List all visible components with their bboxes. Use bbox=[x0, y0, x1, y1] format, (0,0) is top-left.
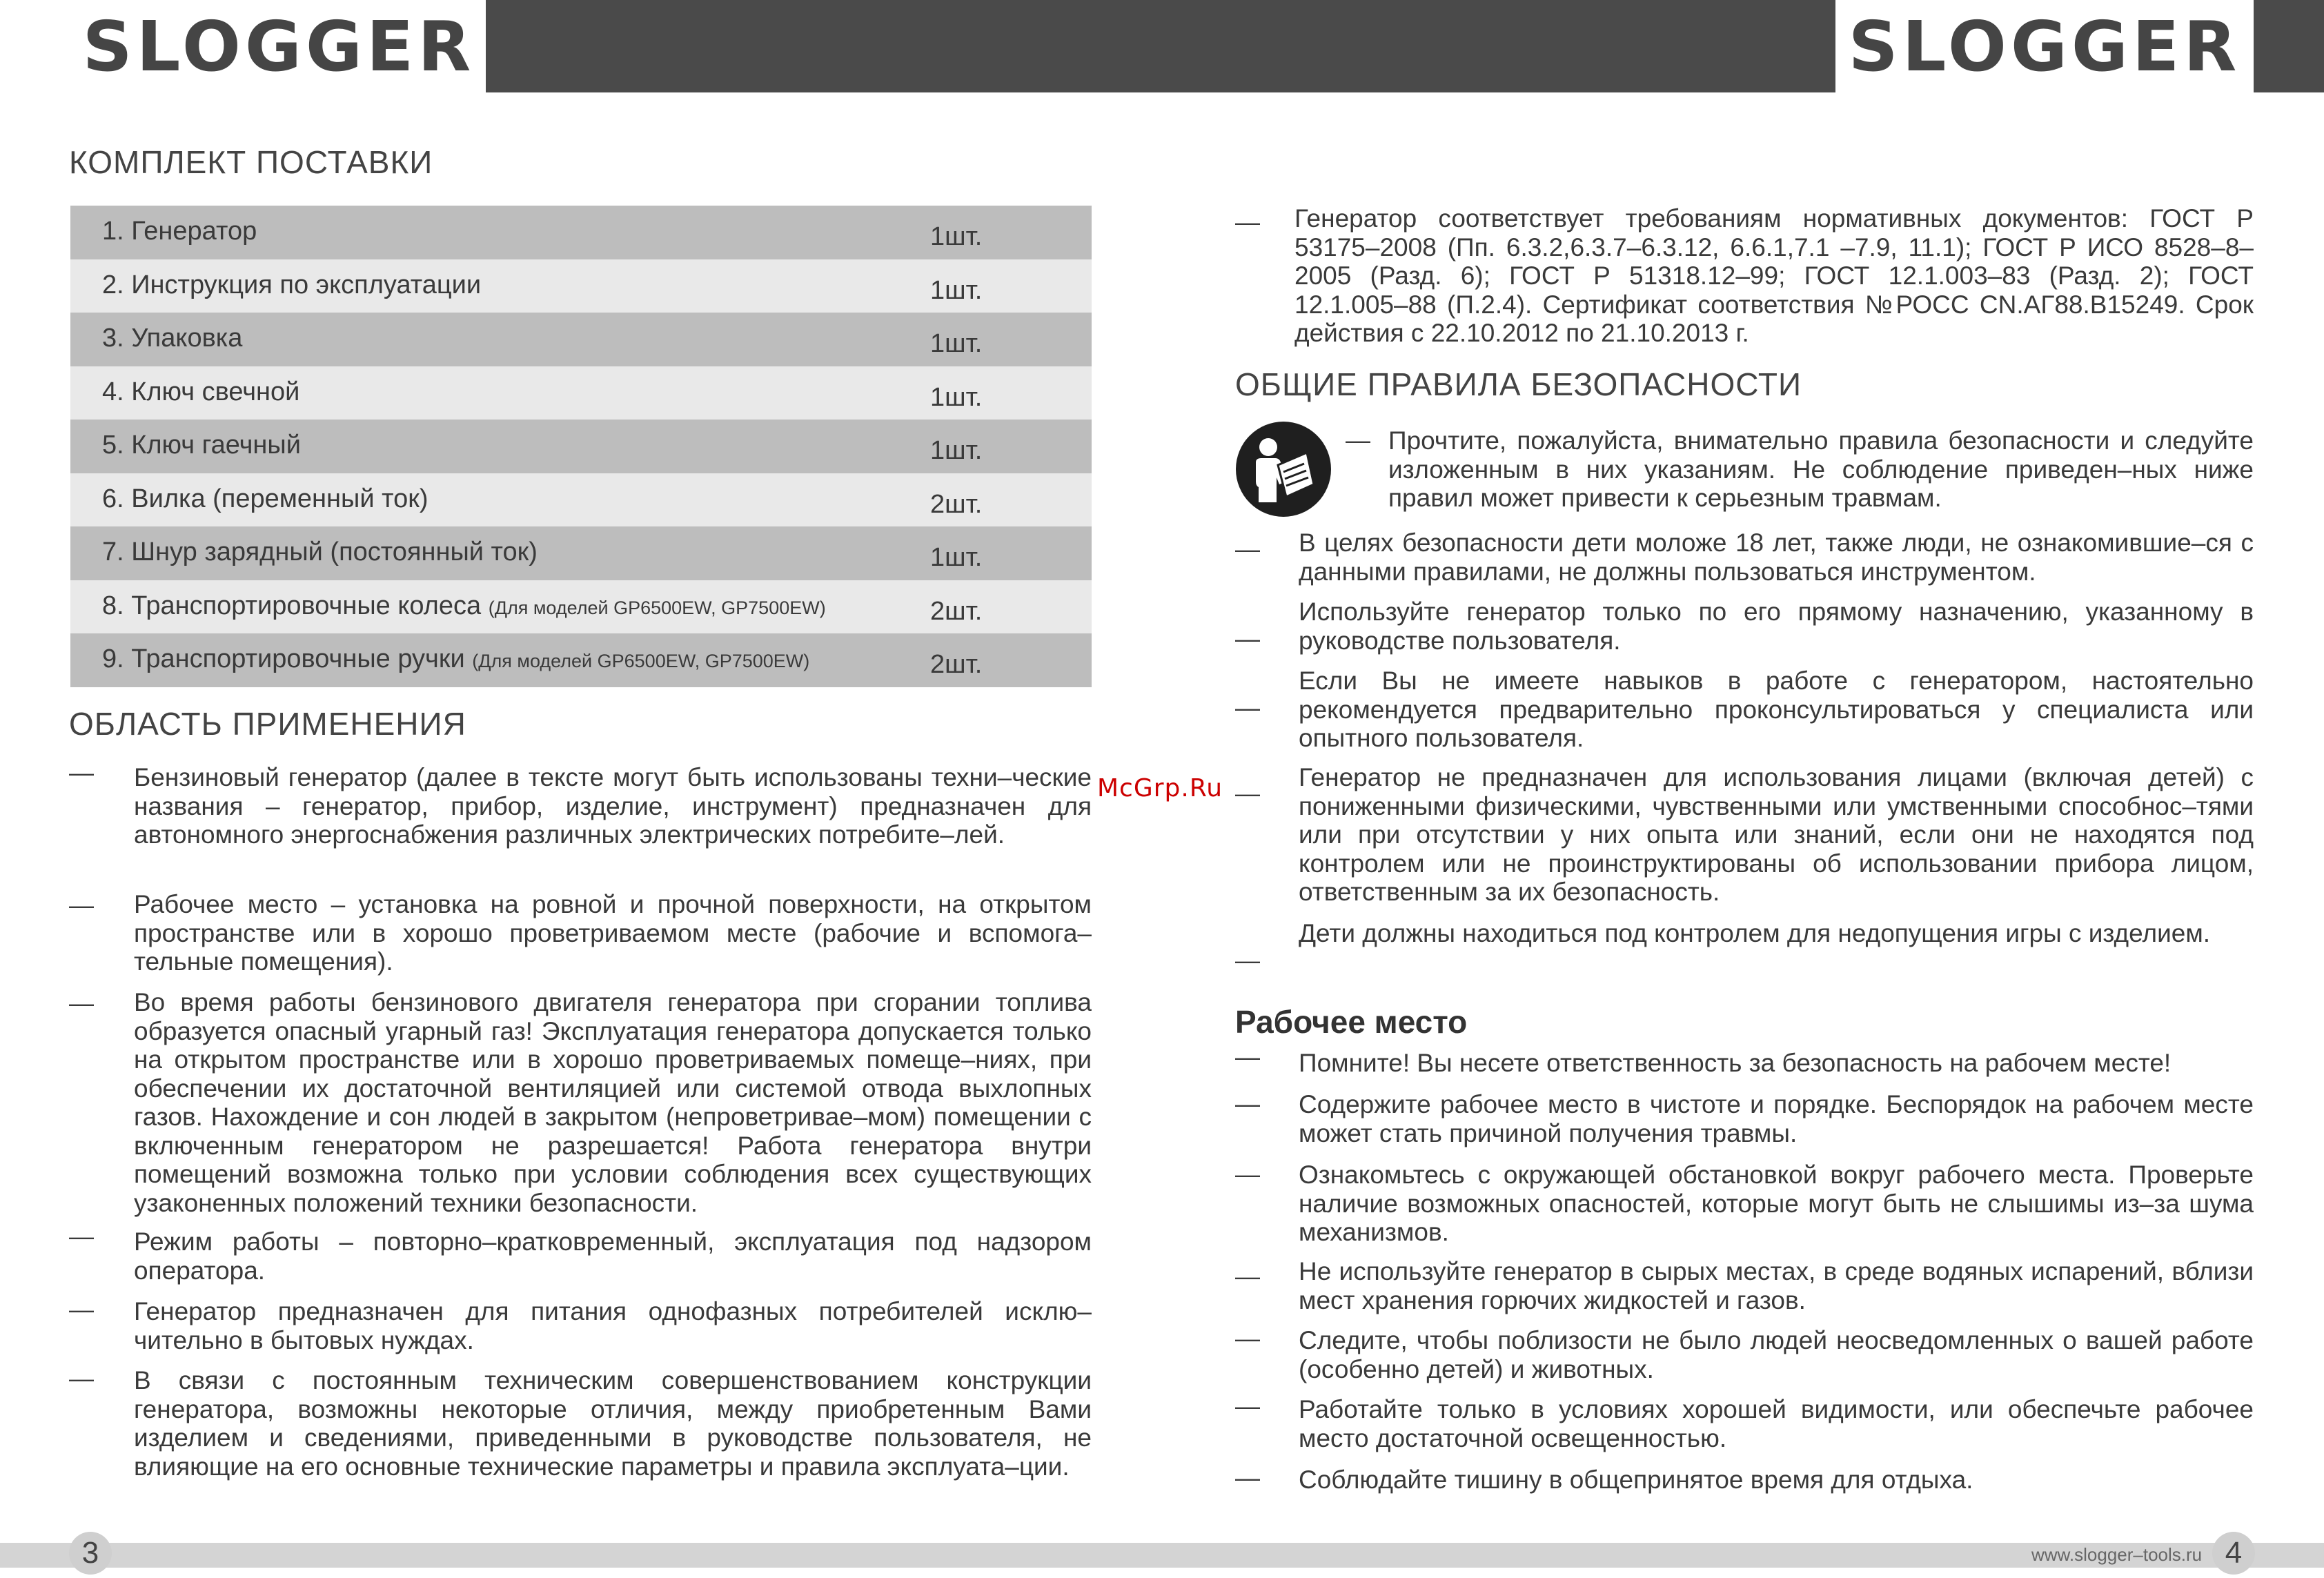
item-name: 5. Ключ гаечный bbox=[102, 431, 301, 460]
bullet-dash: — bbox=[1235, 535, 1260, 563]
bullet-dash: — bbox=[1235, 946, 1260, 974]
table-row bbox=[70, 259, 1092, 313]
bullet-dash: — bbox=[69, 1364, 94, 1392]
logo-right: SLOGGER bbox=[1835, 0, 2254, 92]
item-name: 3. Упаковка bbox=[102, 324, 243, 353]
scope-item: Режим работы – повторно–кратковременный, эксплуатация под надзором оператора. bbox=[134, 1227, 1092, 1285]
table-row bbox=[70, 313, 1092, 366]
scope-item: В связи с постоянным техническим совершенствованием конструкции генератора, возможны некоторые отличия, между приобретенным Вами изделием и сведениями, приведенными в руководстве пользователя, не влияющие на его основные технические параметры и правила эксплуата–ции. bbox=[134, 1366, 1092, 1481]
header-edge-right bbox=[2254, 0, 2324, 92]
page-number-right: 4 bbox=[2212, 1532, 2255, 1575]
item-qty: 2шт. bbox=[930, 489, 983, 519]
item-qty: 1шт. bbox=[930, 436, 983, 465]
workplace-item: Соблюдайте тишину в общепринятое время для отдыха. bbox=[1299, 1466, 1973, 1494]
item-qty: 1шт. bbox=[930, 275, 983, 305]
bullet-dash: — bbox=[1235, 779, 1260, 807]
safety-item: Используйте генератор только по его прямому назначению, указанному в руководстве пользователя. bbox=[1299, 598, 2254, 655]
workplace-item: Содержите рабочее место в чистоте и порядке. Беспорядок на рабочем месте может стать причиной получения травмы. bbox=[1299, 1090, 2254, 1147]
safety-item: Генератор не предназначен для использования лицами (включая детей) с пониженными физическими, чувственными или умственными способнос–тями или при отсутствии у них опыта или знаний, если они не находятся под контролем или не проинструктированы об использовании прибора лицом, ответственным за их безопасность. bbox=[1299, 763, 2254, 906]
workplace-item: Помните! Вы несете ответственность за безопасность на рабочем месте! bbox=[1299, 1049, 2172, 1077]
bullet-dash: — bbox=[1235, 1043, 1260, 1071]
table-row bbox=[70, 420, 1092, 473]
bullet-dash: — bbox=[1235, 1160, 1260, 1188]
workplace-item: Следите, чтобы поблизости не было людей неосведомленных о вашей работе (особенно детей) и животных. bbox=[1299, 1326, 2254, 1383]
item-name: 2. Инструкция по эксплуатации bbox=[102, 270, 482, 299]
workplace-title: Рабочее место bbox=[1235, 1004, 1468, 1040]
item-qty: 1шт. bbox=[930, 543, 983, 572]
kit-title: КОМПЛЕКТ ПОСТАВКИ bbox=[69, 144, 433, 180]
header-edge-left bbox=[0, 0, 72, 92]
bullet-dash: — bbox=[1235, 1392, 1260, 1420]
item-name: 6. Вилка (переменный ток) bbox=[102, 484, 429, 513]
bullet-dash: — bbox=[1235, 624, 1260, 653]
page-number-left: 3 bbox=[69, 1532, 112, 1575]
bullet-dash: — bbox=[1235, 1324, 1260, 1352]
bullet-dash: — bbox=[1235, 208, 1260, 236]
bullet-dash: — bbox=[69, 989, 94, 1017]
bullet-dash: — bbox=[69, 1222, 94, 1250]
workplace-item: Работайте только в условиях хорошей видимости, или обеспечьте рабочее место достаточной освещенностью. bbox=[1299, 1395, 2254, 1452]
safety-intro: Прочтите, пожалуйста, внимательно правила безопасности и следуйте изложенным в них указаниям. Не соблюдение приведен–ных ниже правил может привести к серьезным травмам. bbox=[1388, 426, 2254, 512]
bullet-dash: — bbox=[1235, 1463, 1260, 1492]
bullet-dash: — bbox=[1346, 426, 1370, 454]
table-row bbox=[70, 473, 1092, 527]
item-note: (Для моделей GP6500EW, GP7500EW) bbox=[488, 597, 826, 618]
kit-table bbox=[70, 206, 1092, 687]
scope-title: ОБЛАСТЬ ПРИМЕНЕНИЯ bbox=[69, 706, 466, 742]
bullet-dash: — bbox=[1235, 1089, 1260, 1118]
item-name: 1. Генератор bbox=[102, 217, 257, 246]
bullet-dash: — bbox=[1235, 1262, 1260, 1290]
item-note: (Для моделей GP6500EW, GP7500EW) bbox=[472, 651, 810, 671]
item-name: 9. Транспортировочные ручки (Для моделей GP6500EW, GP7500EW) bbox=[102, 644, 810, 673]
read-manual-icon bbox=[1235, 421, 1332, 517]
safety-item: В целях безопасности дети моложе 18 лет, также люди, не ознакомившие–ся с данными правилами, не должны пользоваться инструментом. bbox=[1299, 529, 2254, 586]
scope-item: Рабочее место – установка на ровной и прочной поверхности, на открытом пространстве или в хорошо проветриваемом месте (рабочие и вспомога–тельные помещения). bbox=[134, 890, 1092, 976]
safety-item: Если Вы не имеете навыков в работе с генератором, настоятельно рекомендуется предварительно проконсультироваться у специалиста или опытного пользователя. bbox=[1299, 667, 2254, 752]
table-row bbox=[70, 580, 1092, 634]
bullet-dash: — bbox=[69, 758, 94, 787]
workplace-item: Ознакомьтесь с окружающей обстановкой вокруг рабочего места. Проверьте наличие возможных опасностей, которые могут быть не слышимы из–за шума механизмов. bbox=[1299, 1161, 2254, 1246]
bullet-dash: — bbox=[69, 1295, 94, 1323]
logo-left: SLOGGER bbox=[72, 0, 486, 92]
safety-item: Дети должны находиться под контролем для недопущения игры с изделием. bbox=[1299, 919, 2211, 947]
footer-url[interactable]: www.slogger–tools.ru bbox=[2031, 1544, 2203, 1565]
item-qty: 1шт. bbox=[930, 222, 983, 251]
scope-item: Генератор предназначен для питания однофазных потребителей исклю–чительно в бытовых нуждах. bbox=[134, 1297, 1092, 1354]
item-name: 8. Транспортировочные колеса (Для моделей GP6500EW, GP7500EW) bbox=[102, 591, 826, 620]
item-qty: 1шт. bbox=[930, 329, 983, 358]
bullet-dash: — bbox=[69, 891, 94, 919]
item-qty: 2шт. bbox=[930, 596, 983, 626]
workplace-item: Не используйте генератор в сырых местах, в среде водяных испарений, вблизи мест хранения горючих жидкостей и газов. bbox=[1299, 1257, 2254, 1314]
bullet-dash: — bbox=[1235, 693, 1260, 722]
table-row bbox=[70, 633, 1092, 687]
item-qty: 2шт. bbox=[930, 650, 983, 679]
item-name: 4. Ключ свечной bbox=[102, 377, 300, 406]
scope-item: Во время работы бензинового двигателя генератора при сгорании топлива образуется опасный угарный газ! Эксплуатация генератора допускается только на открытом пространстве или в хорошо проветриваемых помеще–ниях, при обеспечении их достаточной вентиляцией или системой отвода выхлопных газов. Нахождение и сон людей в закрытом (непроветривае–мом) помещении с включенным генератором не разрешается! Работа генератора внутри помещений возможна только при условии соблюдения всех существующих узаконенных положений техники безопасности. bbox=[134, 988, 1092, 1217]
table-row bbox=[70, 366, 1092, 420]
compliance-text: Генератор соответствует требованиям нормативных документов: ГОСТ Р 53175–2008 (Пп. 6.3.2,6.3.7–6.3.12, 6.6.1,7.1 –7.9, 11.1); ГОСТ Р ИСО 8528–8–2005 (Разд. 6); ГОСТ Р 51318.12–99; ГОСТ 12.1.003–83 (Разд. 2); ГОСТ 12.1.005–88 (П.2.4). Сертификат соответствия №РОСС CN.АГ88.В15249. Срок действия с 22.10.2012 по 21.10.2013 г. bbox=[1294, 204, 2254, 347]
footer-bar bbox=[0, 1543, 2324, 1568]
scope-item: Бензиновый генератор (далее в тексте могут быть использованы техни–ческие названия – генератор, прибор, изделие, инструмент) предназначен для автономного энергоснабжения различных электрических потребите–лей. bbox=[134, 763, 1092, 849]
table-row bbox=[70, 206, 1092, 259]
item-qty: 1шт. bbox=[930, 382, 983, 412]
item-name: 7. Шнур зарядный (постоянный ток) bbox=[102, 537, 538, 566]
watermark: McGrp.Ru bbox=[1097, 774, 1223, 802]
safety-title: ОБЩИЕ ПРАВИЛА БЕЗОПАСНОСТИ bbox=[1235, 366, 1802, 402]
table-row bbox=[70, 526, 1092, 580]
